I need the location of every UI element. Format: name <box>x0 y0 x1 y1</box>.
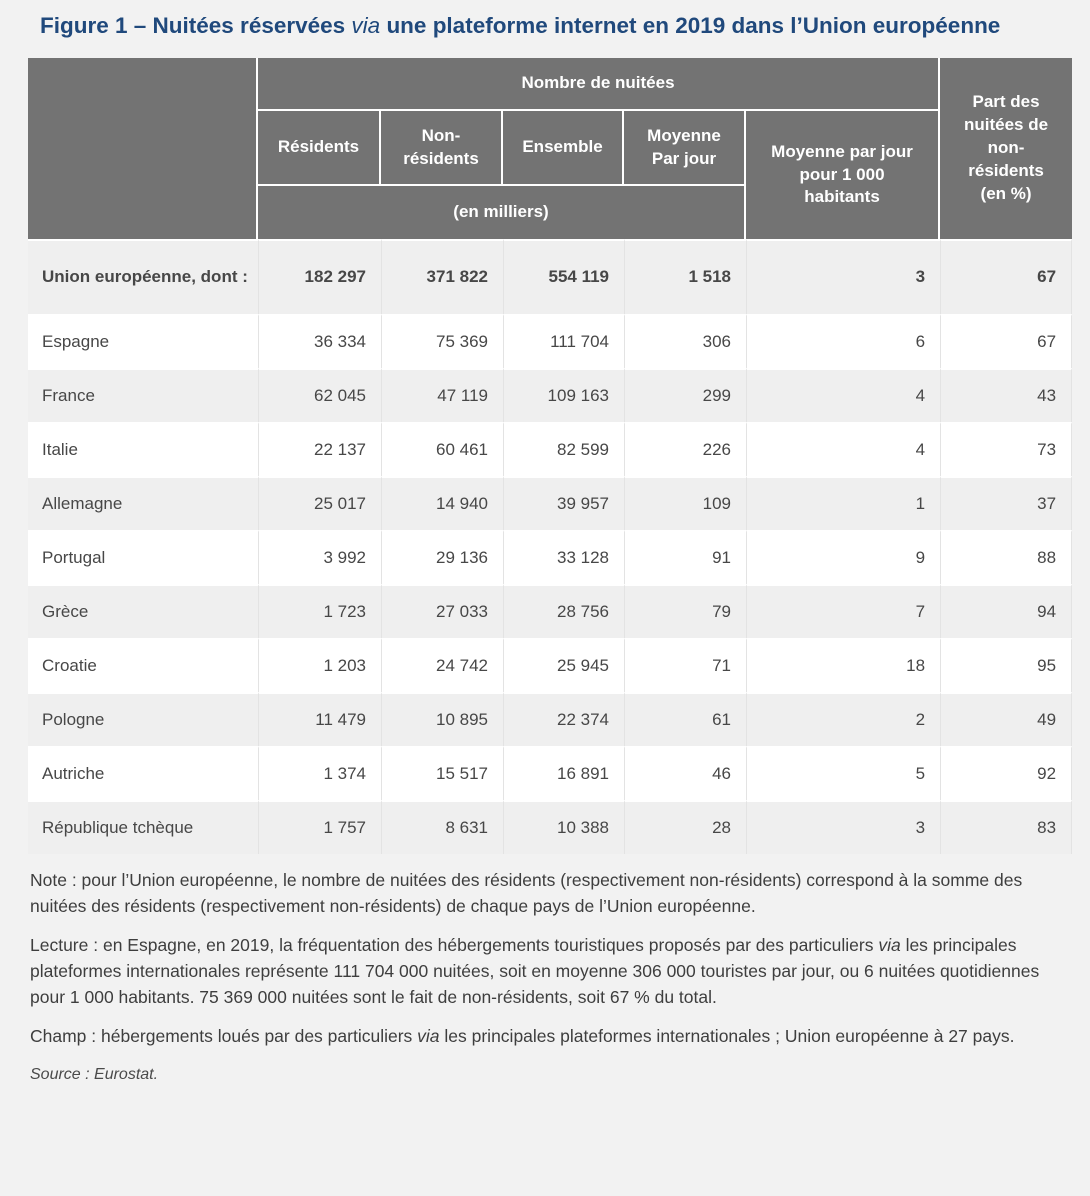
cell-moyenne-par-jour-1000: 6 <box>746 314 940 368</box>
figure-notes <box>30 867 1065 1088</box>
cell-ensemble: 111 704 <box>503 314 624 368</box>
cell-part-non-residents: 94 <box>940 584 1072 638</box>
champ-via-italic: via <box>417 1026 440 1046</box>
cell-residents: 182 297 <box>258 239 381 314</box>
cell-residents: 1 723 <box>258 584 381 638</box>
cell-non-residents: 47 119 <box>381 368 503 422</box>
table-row <box>28 422 1072 476</box>
cell-moyenne-par-jour-1000: 1 <box>746 476 940 530</box>
col-header-residents: Résidents <box>258 111 381 186</box>
cell-non-residents: 24 742 <box>381 638 503 692</box>
note-text: Note : pour l’Union européenne, le nombre de nuitées des résidents (respectivement non-résidents) correspond à la somme des nuitées des résidents (respectivement non-résidents) de chaque pays de l’Union européenne. <box>30 870 1023 916</box>
table-row <box>28 314 1072 368</box>
cell-moyenne-par-jour: 109 <box>624 476 746 530</box>
cell-ensemble: 25 945 <box>503 638 624 692</box>
cell-non-residents: 75 369 <box>381 314 503 368</box>
table-row <box>28 746 1072 800</box>
header-row-groups <box>28 58 1072 111</box>
cell-non-residents: 8 631 <box>381 800 503 854</box>
page <box>0 11 1090 1196</box>
table-row <box>28 239 1072 314</box>
cell-country-label: France <box>28 368 258 422</box>
cell-country-label: Espagne <box>28 314 258 368</box>
table-row <box>28 584 1072 638</box>
cell-non-residents: 60 461 <box>381 422 503 476</box>
lecture-text: les principales plateformes internationales représente 111 704 000 nuitées, soit en moyenne 306 000 touristes par jour, ou 6 nuitées quotidiennes pour 1 000 habitants. 75 369 000 nuitées sont le fait de non-résidents, soit 67 % du total. <box>30 935 1040 1007</box>
cell-moyenne-par-jour: 91 <box>624 530 746 584</box>
cell-country-label: République tchèque <box>28 800 258 854</box>
table-row <box>28 476 1072 530</box>
cell-moyenne-par-jour-1000: 4 <box>746 368 940 422</box>
lecture-text: Lecture : en Espagne, en 2019, la fréquentation des hébergements touristiques proposés par des particuliers <box>30 935 879 955</box>
cell-moyenne-par-jour-1000: 18 <box>746 638 940 692</box>
cell-country-label: Grèce <box>28 584 258 638</box>
cell-moyenne-par-jour: 299 <box>624 368 746 422</box>
cell-moyenne-par-jour: 71 <box>624 638 746 692</box>
col-header-moyenne-par-jour: Moyenne Par jour <box>624 111 746 186</box>
cell-ensemble: 554 119 <box>503 239 624 314</box>
cell-residents: 62 045 <box>258 368 381 422</box>
cell-non-residents: 27 033 <box>381 584 503 638</box>
note-paragraph <box>30 867 1065 919</box>
cell-moyenne-par-jour-1000: 7 <box>746 584 940 638</box>
cell-residents: 3 992 <box>258 530 381 584</box>
cell-non-residents: 15 517 <box>381 746 503 800</box>
col-header-moyenne-par-jour-1000-habitants: Moyenne par jour pour 1 000 habitants <box>746 111 940 239</box>
table-body <box>28 239 1072 854</box>
figure-title-text: une plateforme internet en 2019 dans l’Union européenne <box>380 13 1001 38</box>
table-header <box>28 58 1072 239</box>
cell-part-non-residents: 88 <box>940 530 1072 584</box>
cell-moyenne-par-jour: 28 <box>624 800 746 854</box>
cell-ensemble: 33 128 <box>503 530 624 584</box>
unit-header-en-milliers: (en milliers) <box>258 186 746 239</box>
cell-country-label: Pologne <box>28 692 258 746</box>
cell-ensemble: 16 891 <box>503 746 624 800</box>
cell-part-non-residents: 67 <box>940 239 1072 314</box>
table-row <box>28 368 1072 422</box>
cell-moyenne-par-jour: 79 <box>624 584 746 638</box>
cell-part-non-residents: 73 <box>940 422 1072 476</box>
cell-part-non-residents: 95 <box>940 638 1072 692</box>
figure-title-via-italic: via <box>351 13 381 38</box>
cell-ensemble: 10 388 <box>503 800 624 854</box>
corner-cell <box>28 58 258 239</box>
cell-country-label: Autriche <box>28 746 258 800</box>
cell-moyenne-par-jour-1000: 3 <box>746 800 940 854</box>
cell-moyenne-par-jour-1000: 9 <box>746 530 940 584</box>
cell-moyenne-par-jour: 61 <box>624 692 746 746</box>
lecture-via-italic: via <box>878 935 901 955</box>
cell-part-non-residents: 49 <box>940 692 1072 746</box>
table-row <box>28 530 1072 584</box>
cell-residents: 1 203 <box>258 638 381 692</box>
cell-ensemble: 82 599 <box>503 422 624 476</box>
cell-part-non-residents: 37 <box>940 476 1072 530</box>
cell-moyenne-par-jour-1000: 5 <box>746 746 940 800</box>
cell-moyenne-par-jour: 226 <box>624 422 746 476</box>
cell-residents: 1 374 <box>258 746 381 800</box>
cell-residents: 1 757 <box>258 800 381 854</box>
cell-non-residents: 14 940 <box>381 476 503 530</box>
cell-ensemble: 39 957 <box>503 476 624 530</box>
cell-non-residents: 29 136 <box>381 530 503 584</box>
cell-non-residents: 10 895 <box>381 692 503 746</box>
table-row <box>28 638 1072 692</box>
cell-non-residents: 371 822 <box>381 239 503 314</box>
cell-country-label: Portugal <box>28 530 258 584</box>
cell-ensemble: 22 374 <box>503 692 624 746</box>
cell-moyenne-par-jour-1000: 3 <box>746 239 940 314</box>
cell-part-non-residents: 67 <box>940 314 1072 368</box>
col-header-non-residents: Non-résidents <box>381 111 503 186</box>
cell-country-label: Italie <box>28 422 258 476</box>
table-row <box>28 692 1072 746</box>
cell-moyenne-par-jour: 1 518 <box>624 239 746 314</box>
champ-text: Champ : hébergements loués par des particuliers <box>30 1026 418 1046</box>
champ-paragraph <box>30 1023 1065 1049</box>
table-row <box>28 800 1072 854</box>
cell-residents: 11 479 <box>258 692 381 746</box>
cell-residents: 22 137 <box>258 422 381 476</box>
champ-text: les principales plateformes internationales ; Union européenne à 27 pays. <box>439 1026 1015 1046</box>
cell-moyenne-par-jour: 306 <box>624 314 746 368</box>
cell-country-label: Croatie <box>28 638 258 692</box>
cell-part-non-residents: 83 <box>940 800 1072 854</box>
cell-country-label: Allemagne <box>28 476 258 530</box>
group-header-nombre-de-nuitees: Nombre de nuitées <box>258 58 940 111</box>
lecture-paragraph <box>30 932 1065 1010</box>
figure-title <box>40 11 1040 40</box>
cell-moyenne-par-jour-1000: 4 <box>746 422 940 476</box>
figure-table <box>28 58 1072 854</box>
source-text: Source : Eurostat. <box>30 1066 159 1083</box>
cell-part-non-residents: 92 <box>940 746 1072 800</box>
figure-title-text: Figure 1 – Nuitées réservées <box>40 13 352 38</box>
cell-residents: 25 017 <box>258 476 381 530</box>
cell-part-non-residents: 43 <box>940 368 1072 422</box>
cell-residents: 36 334 <box>258 314 381 368</box>
cell-moyenne-par-jour: 46 <box>624 746 746 800</box>
col-header-part-non-residents: Part des nuitées de non-résidents (en %) <box>940 58 1072 239</box>
cell-moyenne-par-jour-1000: 2 <box>746 692 940 746</box>
cell-country-label: Union européenne, dont : <box>28 239 258 314</box>
cell-ensemble: 28 756 <box>503 584 624 638</box>
col-header-ensemble: Ensemble <box>503 111 624 186</box>
cell-ensemble: 109 163 <box>503 368 624 422</box>
source-line <box>30 1062 1065 1088</box>
